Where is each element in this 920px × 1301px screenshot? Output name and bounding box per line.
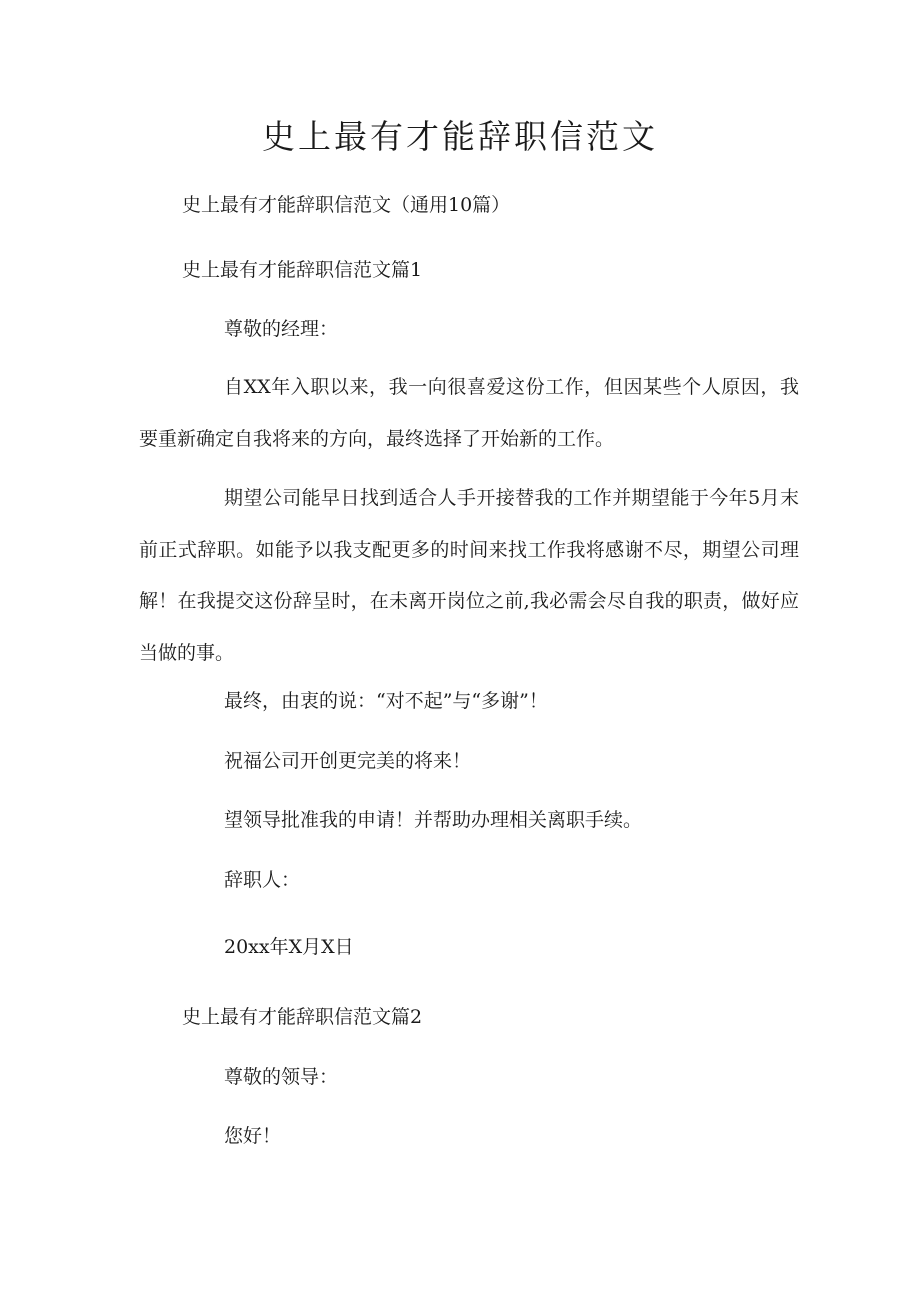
section2-greeting: 您好！ (224, 1125, 282, 1147)
section1-heading: 史上最有才能辞职信范文篇1 (182, 259, 423, 281)
section1-paragraph-1: 自XX年入职以来，我一向很喜爱这份工作，但因某些个人原因，我要重新确定自我将来的方向，最终选择了开始新的工作。 (139, 376, 799, 450)
section1-signer: 辞职人： (224, 869, 301, 891)
section2-salutation: 尊敬的领导： (224, 1066, 339, 1088)
document-title: 史上最有才能辞职信范文 (262, 117, 658, 156)
section1-closing-line-2: 祝福公司开创更完美的将来！ (224, 750, 472, 772)
section1-paragraph-2: 期望公司能早日找到适合人手开接替我的工作并期望能于今年5月末前正式辞职。如能予以我支配更多的时间来找工作我将感谢不尽，期望公司理解！在我提交这份辞呈时，在未离开岗位之前,我必需会尽自我的职责，做好应当做的事。 (139, 487, 799, 664)
document-subtitle: 史上最有才能辞职信范文（通用10篇） (182, 194, 511, 216)
section2-heading: 史上最有才能辞职信范文篇2 (182, 1006, 423, 1028)
section1-date: 20xx年X月X日 (224, 936, 354, 958)
section1-closing-line-1: 最终，由衷的说：“对不起”与“多谢”！ (224, 690, 548, 712)
section1-salutation: 尊敬的经理： (224, 318, 339, 340)
section1-closing-line-3: 望领导批准我的申请！并帮助办理相关离职手续。 (224, 809, 643, 831)
